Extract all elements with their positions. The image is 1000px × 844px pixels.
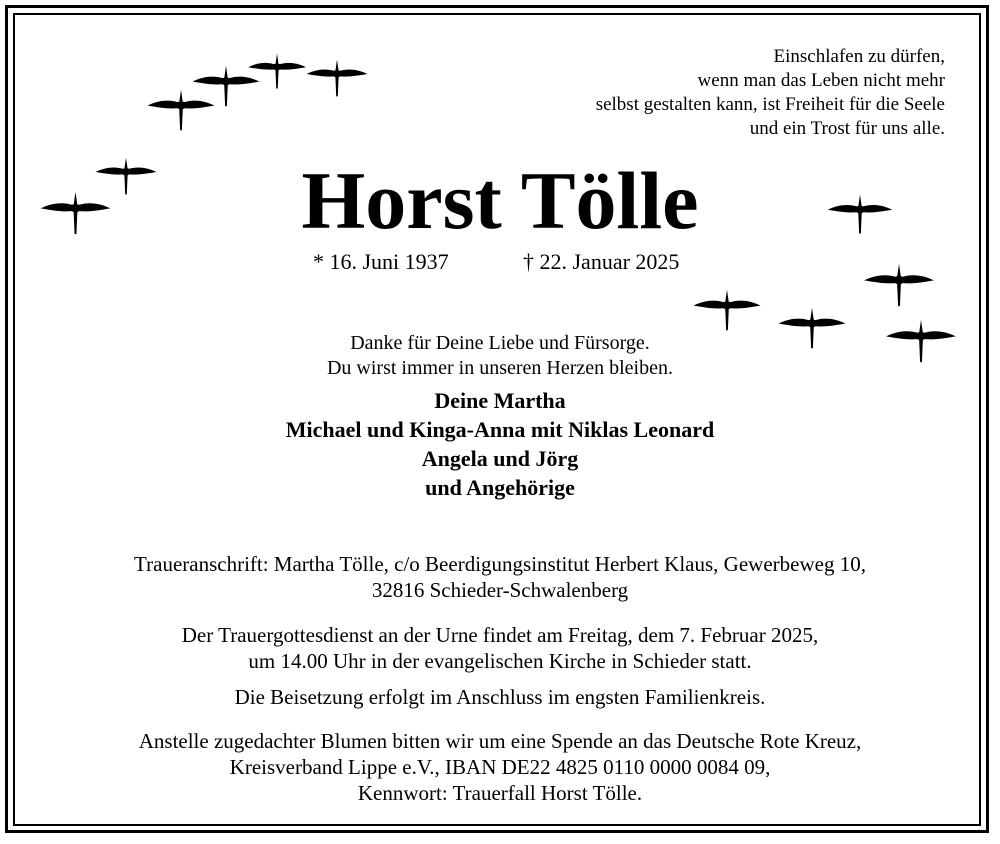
poem-line: und ein Trost für uns alle.	[749, 118, 945, 139]
family-line: Angela und Jörg	[421, 446, 579, 471]
burial-text: Die Beisetzung erfolgt im Anschluss im engsten Familienkreis.	[234, 685, 766, 709]
flying-crane-icon	[690, 288, 764, 332]
poem	[596, 45, 945, 141]
donation-line: Anstelle zugedachter Blumen bitten wir um eine Spende an das Deutsche Rote Kreuz,	[138, 729, 862, 753]
flying-crane-icon	[302, 58, 372, 98]
flying-crane-icon	[856, 262, 942, 308]
poem-line: wenn man das Leben nicht mehr	[697, 70, 945, 91]
poem-line: selbst gestalten kann, ist Freiheit für die Seele	[595, 94, 945, 115]
birth-date: * 16. Juni 1937	[313, 249, 449, 274]
address-line: 32816 Schieder-Schwalenberg	[371, 578, 629, 602]
thanks-line: Du wirst immer in unseren Herzen bleiben.	[326, 357, 673, 379]
donation-line: Kreisverband Lippe e.V., IBAN DE22 4825 0110 0000 0084 09,	[229, 755, 771, 779]
thanks-line: Danke für Deine Liebe und Fürsorge.	[350, 332, 650, 354]
address-text	[0, 551, 1000, 603]
donation-line: Kennwort: Trauerfall Horst Tölle.	[357, 781, 643, 805]
deceased-name: Horst Tölle	[301, 155, 699, 246]
poem-line: Einschlafen zu dürfen,	[773, 46, 945, 67]
family-line: Deine Martha	[434, 388, 566, 413]
service-line: Der Trauergottesdienst an der Urne findet am Freitag, dem 7. Februar 2025,	[181, 623, 819, 647]
service-text	[0, 622, 1000, 674]
donation-text	[0, 728, 1000, 806]
family-line: Michael und Kinga-Anna mit Niklas Leonard	[285, 417, 715, 442]
family-line: und Angehörige	[425, 475, 575, 500]
thanks-text	[0, 331, 1000, 381]
flying-crane-icon	[246, 52, 308, 90]
service-line: um 14.00 Uhr in der evangelischen Kirche in Schieder statt.	[248, 649, 752, 673]
family-list	[0, 386, 1000, 502]
address-line: Traueranschrift: Martha Tölle, c/o Beerdigungsinstitut Herbert Klaus, Gewerbeweg 10,	[134, 552, 866, 576]
death-date: † 22. Januar 2025	[523, 249, 680, 274]
